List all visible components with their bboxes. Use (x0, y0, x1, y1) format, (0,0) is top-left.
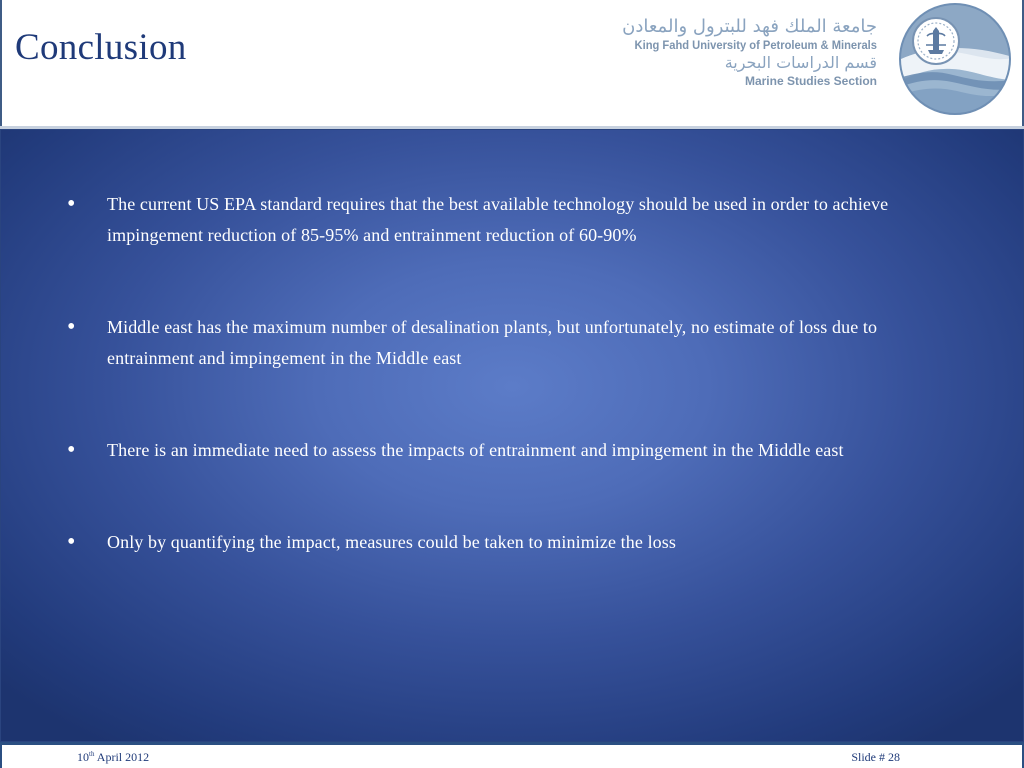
bullet-text: Only by quantifying the impact, measures could be taken to minimize the loss (107, 532, 676, 552)
bullet-item (66, 312, 958, 374)
arabic-university-name: جامعة الملك فهد للبترول والمعادن (622, 16, 877, 37)
bullet-text: The current US EPA standard requires that the best available technology should be used in order to achieve impingement reduction of 85-95% and entrainment reduction of 60-90% (107, 194, 889, 245)
slide-content-panel (0, 126, 1024, 742)
footer-date-suffix: th (89, 750, 95, 758)
bullet-icon: • (67, 191, 76, 217)
bullet-item (66, 435, 958, 466)
bullet-text: Middle east has the maximum number of desalination plants, but unfortunately, no estimate of loss due to entrainment and impingement in the Middle east (107, 317, 878, 368)
english-university-name: King Fahd University of Petroleum & Minerals (634, 38, 877, 52)
bullet-item (66, 189, 958, 251)
footer-slide-number: Slide # 28 (851, 750, 900, 764)
footer-date-month-year: April 2012 (94, 750, 150, 764)
arabic-section-name: قسم الدراسات البحرية (724, 53, 877, 72)
bullet-item (66, 527, 958, 558)
english-section-name: Marine Studies Section (744, 74, 877, 88)
bullet-list (66, 189, 958, 558)
bullet-icon: • (67, 437, 76, 463)
bullet-icon: • (67, 529, 76, 555)
slide-header (0, 0, 1024, 126)
bullet-icon: • (67, 314, 76, 340)
slide-footer (0, 742, 1024, 768)
slide-title: Conclusion (15, 27, 187, 68)
university-emblem-icon (897, 3, 1013, 115)
bullet-text: There is an immediate need to assess the impacts of entrainment and impingement in the Middle east (107, 440, 844, 460)
footer-date (77, 750, 149, 765)
footer-date-day: 10 (77, 750, 89, 764)
university-logo-text (602, 18, 877, 102)
